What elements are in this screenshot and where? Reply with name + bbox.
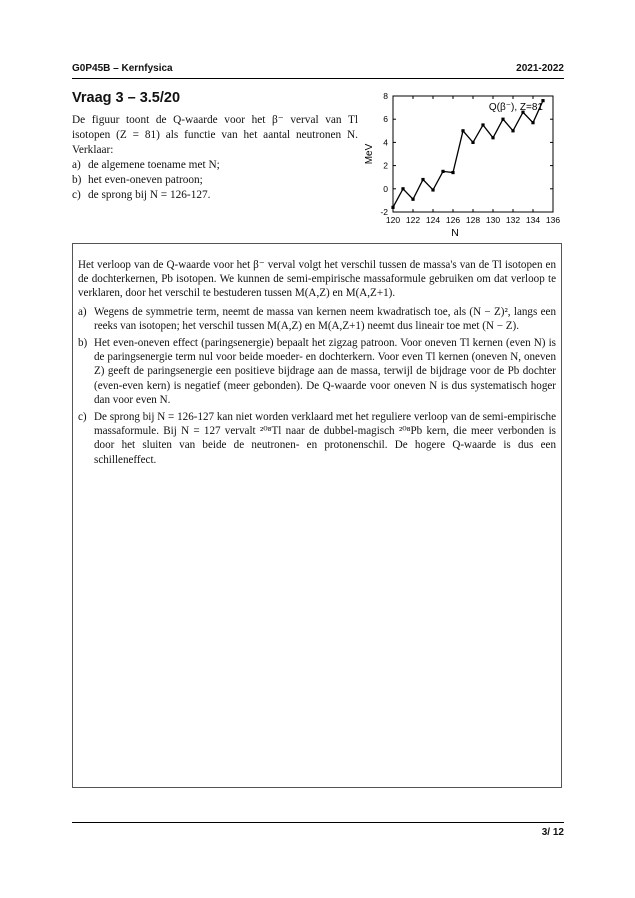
x-tick-label: 134	[525, 215, 541, 225]
item-label: b)	[78, 337, 88, 350]
question-list	[72, 158, 358, 203]
answer-item	[78, 336, 556, 407]
answer-text	[78, 258, 556, 470]
academic-year: 2021-2022	[516, 63, 564, 74]
y-tick-label: 8	[383, 91, 388, 101]
item-label: a)	[72, 159, 81, 171]
item-text: Het even-oneven effect (paringsenergie) bepaalt het zigzag patroon. Voor oneven Tl kernen (even N) is de paringsenergie term nul voor beide moeder- en dochterkern. Voor even Tl kernen (oneven N, oneven Z) geeft de paringsenergie een positieve bijdrage aan de massa, terwijl de bijdrage voor de Pb dochter (even-even kern) is negatief (meer gebonden). De Q-waarde voor oneven N is dus systematisch hoger dan voor even N.	[94, 337, 556, 406]
data-point	[501, 118, 504, 121]
data-point	[461, 129, 464, 132]
course-title: G0P45B – Kernfysica	[72, 63, 173, 74]
page-number: 3/ 12	[541, 827, 564, 838]
page-header	[72, 63, 564, 74]
x-tick-label: 124	[425, 215, 441, 225]
y-tick-label: -2	[380, 207, 388, 217]
data-point	[441, 170, 444, 173]
chart-title: Q(β⁻), Z=81	[488, 102, 543, 113]
data-point	[481, 123, 484, 126]
plot-frame	[393, 96, 553, 212]
x-tick-label: 132	[505, 215, 521, 225]
series-line	[393, 101, 543, 208]
answer-item	[78, 410, 556, 467]
y-tick-label: 0	[383, 183, 388, 194]
answer-intro: Het verloop van de Q-waarde voor het β⁻ verval volgt het verschil tussen de massa's van de Tl isotopen en de dochterkernen, Pb isotopen. We kunnen de semi-empirische massaformule gebruiken om dat verloop te verklaren, door het verschil te bestuderen tussen M(A,Z) en M(A,Z+1).	[78, 259, 556, 300]
item-label: c)	[72, 189, 81, 201]
data-point	[431, 188, 434, 191]
item-label: c)	[78, 411, 87, 424]
data-point	[491, 136, 494, 139]
question-item	[72, 173, 358, 188]
item-label: a)	[78, 305, 87, 318]
item-label: b)	[72, 174, 82, 186]
x-tick-label: 120	[385, 215, 401, 225]
y-tick-label: 4	[383, 137, 388, 148]
y-axis-label: MeV	[364, 143, 375, 165]
y-tick-label: 2	[383, 160, 388, 171]
data-point	[411, 198, 414, 201]
x-tick-label: 128	[465, 215, 481, 225]
item-text: Wegens de symmetrie term, neemt de massa van kernen neem kwadratisch toe, als (N − Z)², langs een reeks van isotopen; het verschil tussen M(A,Z) en M(A,Z+1) neemt dus lineair toe met (N − Z).	[94, 305, 556, 332]
data-point	[401, 187, 404, 190]
x-axis-label: N	[451, 227, 459, 239]
answer-list	[78, 305, 556, 467]
data-point	[451, 171, 454, 174]
x-tick-label: 122	[405, 215, 421, 225]
question-item	[72, 188, 358, 203]
item-text: De sprong bij N = 126-127 kan niet worden verklaard met het reguliere verloop van de semi-empirische massaformule. Bij N = 127 vervalt ²⁰⁸Tl naar de dubbel-magisch ²⁰⁸Pb kern, die meer verbonden is door het sluiten van beide de neutronen- en protonenschil. De hogere Q-waarde is dus een schilleneffect.	[94, 411, 556, 466]
x-tick-label: 130	[485, 215, 501, 225]
question-text	[72, 113, 358, 203]
data-point	[471, 141, 474, 144]
question-intro: De figuur toont de Q-waarde voor het β⁻ verval van Tl isotopen (Z = 81) als functie van het aantal neutronen N. Verklaar:	[72, 114, 358, 156]
header-rule	[72, 78, 564, 79]
y-tick-label: 6	[383, 114, 388, 125]
item-text: het even-oneven patroon;	[88, 174, 203, 186]
answer-item	[78, 305, 556, 333]
q-value-chart	[360, 88, 565, 240]
question-title: Vraag 3 – 3.5/20	[72, 90, 181, 106]
item-text: de algemene toename met N;	[88, 159, 220, 171]
item-text: de sprong bij N = 126-127.	[88, 189, 211, 201]
x-tick-label: 136	[545, 215, 561, 225]
question-item	[72, 158, 358, 173]
data-point	[531, 121, 534, 124]
footer-rule	[72, 822, 564, 823]
data-point	[391, 206, 394, 209]
x-tick-label: 126	[445, 215, 461, 225]
data-point	[421, 178, 424, 181]
data-point	[511, 129, 514, 132]
